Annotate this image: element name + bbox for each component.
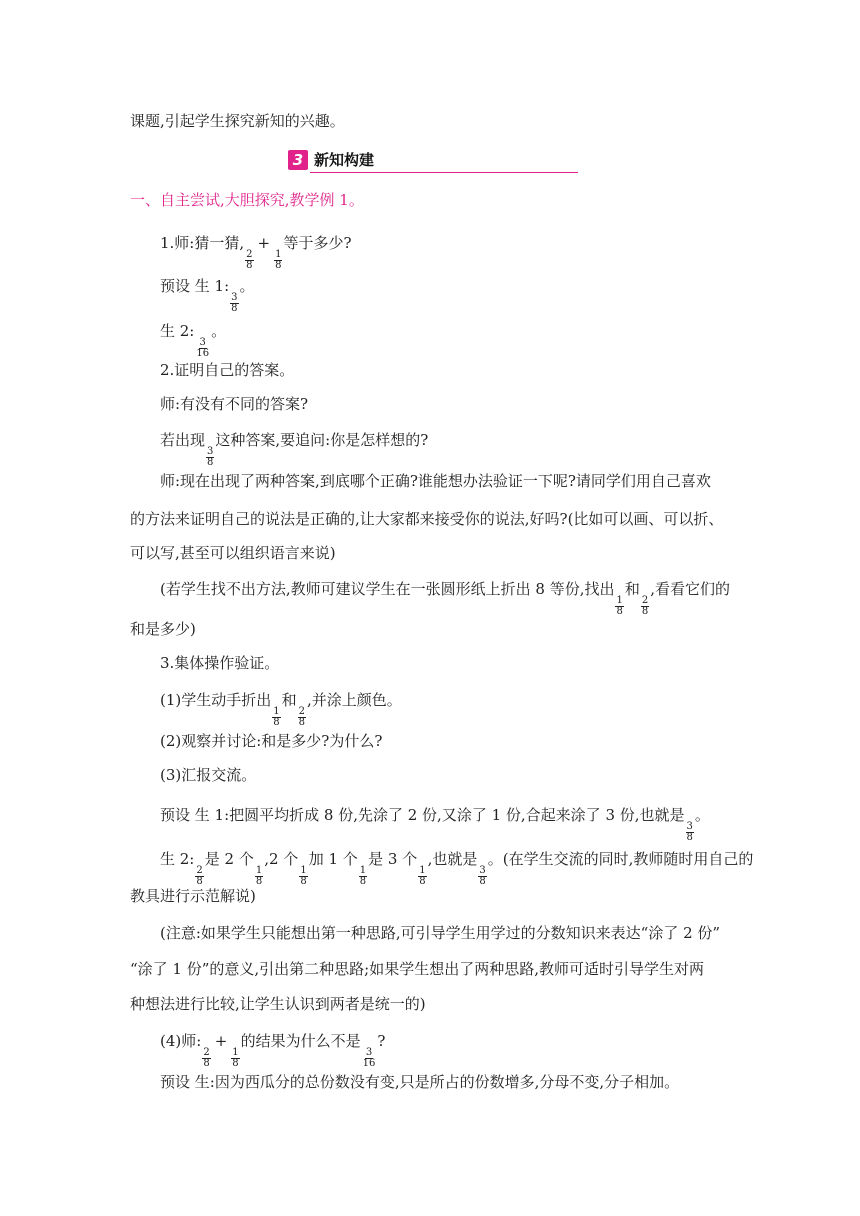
fraction-numerator: 1 [255, 865, 263, 876]
fraction-denominator: 8 [232, 1058, 239, 1069]
text-run: + [257, 234, 271, 252]
paragraph-14-line-2: 教具进行示范解说) [130, 887, 256, 905]
fraction-numerator: 1 [275, 249, 282, 260]
fraction-numerator: 3 [686, 821, 693, 832]
paragraph-2 [160, 275, 255, 314]
paragraph-5: 师:有没有不同的答案? [160, 395, 309, 413]
text-run: 预设 生 1: [160, 277, 230, 295]
section-header [288, 146, 578, 174]
fraction-denominator: 8 [275, 260, 282, 271]
fraction-denominator: 8 [479, 876, 486, 887]
paragraph-10 [160, 689, 402, 728]
fraction-numerator: 2 [246, 249, 253, 260]
fraction-denominator: 8 [196, 876, 203, 887]
fraction-denominator: 8 [300, 876, 307, 887]
paragraph-7-line-3: 可以写,甚至可以组织语言来说) [130, 544, 336, 562]
fraction [272, 707, 280, 728]
text-run: (4)师: [160, 1032, 202, 1050]
paragraph-4: 2.证明自己的答案。 [160, 361, 295, 379]
fraction [230, 293, 238, 314]
paragraph-15-line-3: 种想法进行比较,让学生认识到两者是统一的) [130, 995, 426, 1013]
fraction-numerator: 1 [419, 865, 426, 876]
paragraph-8-line-2: 和是多少) [130, 620, 196, 638]
fraction [615, 596, 623, 617]
fraction [686, 822, 694, 843]
text-run: 是 3 个 [368, 850, 418, 868]
fraction-numerator: 2 [641, 595, 649, 606]
fraction-denominator: 8 [207, 457, 214, 468]
fraction-numerator: 2 [298, 706, 306, 717]
text-run: 生 2: [160, 850, 195, 868]
fraction [299, 866, 307, 887]
text-run: ? [377, 1032, 386, 1050]
fraction [362, 1048, 377, 1069]
text-run: 的结果为什么不是 [240, 1032, 361, 1050]
fraction-denominator: 8 [641, 606, 649, 617]
fraction-numerator: 3 [231, 292, 238, 303]
fraction-numerator: 1 [232, 1047, 239, 1058]
text-run: 加 1 个 [308, 850, 358, 868]
fraction-denominator: 8 [231, 303, 238, 314]
paragraph-13 [160, 804, 710, 843]
text-run: ,2 个 [264, 850, 299, 868]
fraction [202, 1048, 210, 1069]
fraction-denominator: 8 [298, 717, 306, 728]
fraction-denominator: 8 [203, 1058, 210, 1069]
paragraph-11: (2)观察并讨论:和是多少?为什么? [160, 732, 383, 750]
text-run: (若学生找不出方法,教师可建议学生在一张圆形纸上折出 8 等份,找出 [160, 580, 615, 598]
fraction-denominator: 8 [273, 717, 280, 728]
fraction-numerator: 3 [199, 337, 206, 348]
paragraph-15-line-1: (注意:如果学生只能想出第一种思路,可引导学生用学过的分数知识来表达“涂了 2 份” [160, 924, 721, 942]
paragraph-7-line-2: 的方法来证明自己的说法是正确的,让大家都来接受你的说法,好吗?(比如可以画、可以折、 [130, 510, 724, 528]
text-run: 等于多少? [283, 234, 352, 252]
fraction-numerator: 3 [365, 1047, 373, 1058]
section-underline [310, 172, 578, 173]
fraction [195, 338, 210, 359]
fraction-numerator: 1 [359, 865, 367, 876]
fraction-numerator: 3 [207, 446, 214, 457]
fraction-denominator: 8 [686, 832, 693, 843]
text-run: ,看看它们的 [650, 580, 731, 598]
paragraph-6 [160, 429, 428, 468]
fraction [206, 447, 214, 468]
text-run: + [214, 1032, 228, 1050]
fraction [255, 866, 263, 887]
text-run: 生 2: [160, 322, 195, 340]
text-run: 是 2 个 [204, 850, 254, 868]
text-run: ,也就是 [427, 850, 478, 868]
text-run: (1)学生动手折出 [160, 691, 272, 709]
paragraph-7-line-1: 师:现在出现了两种答案,到底哪个正确?谁能想办法验证一下呢?请同学们用自己喜欢 [160, 472, 711, 490]
fraction-numerator: 1 [300, 865, 307, 876]
paragraph-12: (3)汇报交流。 [160, 766, 257, 784]
paragraph-16 [160, 1030, 385, 1069]
text-run: 这种答案,要追问:你是怎样想的? [215, 431, 429, 449]
text-run: 。(在学生交流的同时,教师随时用自己的 [487, 850, 754, 868]
fraction [195, 866, 203, 887]
paragraph-17: 预设 生:因为西瓜分的总份数没有变,只是所占的份数增多,分母不变,分子相加。 [160, 1073, 680, 1091]
paragraph-9: 3.集体操作验证。 [160, 654, 280, 672]
intro-text: 课题,引起学生探究新知的兴趣。 [130, 112, 345, 130]
fraction-denominator: 8 [255, 876, 263, 887]
fraction-denominator: 8 [616, 606, 623, 617]
fraction-denominator: 16 [196, 348, 210, 359]
section-number-badge: 3 [288, 150, 308, 170]
text-run: ,并涂上颜色。 [307, 691, 402, 709]
section-title: 新知构建 [314, 151, 375, 169]
fraction-numerator: 2 [203, 1047, 210, 1058]
text-run: 和 [624, 580, 640, 598]
paragraph-8 [160, 578, 730, 617]
fraction-numerator: 2 [196, 865, 203, 876]
fraction-denominator: 16 [362, 1058, 376, 1069]
fraction-denominator: 8 [246, 260, 253, 271]
fraction [231, 1048, 239, 1069]
text-run: 。 [239, 277, 255, 295]
paragraph-14 [160, 848, 753, 887]
fraction [478, 866, 486, 887]
fraction [418, 866, 426, 887]
fraction-numerator: 3 [479, 865, 486, 876]
paragraph-1 [160, 232, 352, 271]
text-run: 若出现 [160, 431, 206, 449]
fraction-denominator: 8 [419, 876, 426, 887]
text-run: 。 [211, 322, 227, 340]
text-run: 1.师:猜一猜, [160, 234, 245, 252]
fraction-numerator: 1 [273, 706, 280, 717]
fraction [298, 707, 306, 728]
paragraph-3 [160, 320, 226, 359]
subheading: 一、自主尝试,大胆探究,教学例 1。 [130, 191, 364, 209]
fraction [359, 866, 367, 887]
text-run: 预设 生 1:把圆平均折成 8 份,先涂了 2 份,又涂了 1 份,合起来涂了 3 份,也就是 [160, 806, 685, 824]
fraction [274, 250, 282, 271]
fraction-numerator: 1 [616, 595, 623, 606]
fraction-denominator: 8 [359, 876, 367, 887]
text-run: 和 [281, 691, 297, 709]
text-run: 。 [694, 806, 710, 824]
fraction [245, 250, 253, 271]
paragraph-15-line-2: “涂了 1 份”的意义,引出第二种思路;如果学生想出了两种思路,教师可适时引导学生对两 [130, 960, 705, 978]
fraction [641, 596, 649, 617]
